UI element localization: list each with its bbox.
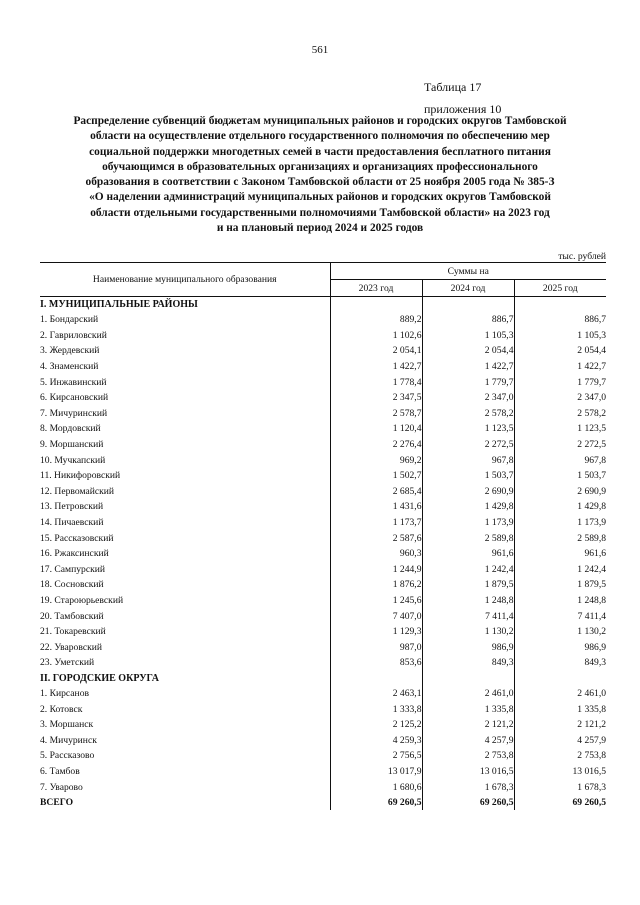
amount-cell: 1 245,6: [330, 593, 422, 609]
amount-cell: 13 016,5: [514, 764, 606, 780]
amount-cell: 1 503,7: [514, 468, 606, 484]
municipality-name: 2. Котовск: [40, 703, 83, 715]
municipality-name: 13. Петровский: [40, 501, 104, 513]
units-label: тыс. рублей: [558, 250, 607, 262]
amount-cell: 986,9: [514, 639, 606, 655]
subvention-table: [40, 250, 606, 810]
municipality-name: 9. Моршанский: [40, 439, 104, 451]
amount-cell: 967,8: [422, 452, 514, 468]
amount-cell: 4 257,9: [422, 732, 514, 748]
amount-cell: 1 173,9: [514, 515, 606, 531]
municipality-name: 8. Мордовский: [40, 423, 101, 435]
municipality-name: 6. Тамбов: [40, 765, 80, 777]
title-line: образования в соответствии с Законом Тамбовской области от 25 ноября 2005 года № 385-З: [85, 176, 555, 189]
municipality-name: 15. Рассказовский: [40, 532, 114, 544]
amount-cell: 2 690,9: [422, 484, 514, 500]
amount-cell: 1 680,6: [330, 779, 422, 795]
amount-cell: 1 123,5: [514, 421, 606, 437]
amount-cell: 1 130,2: [514, 624, 606, 640]
amount-cell: 1 431,6: [330, 499, 422, 515]
total-amount-cell: 69 260,5: [514, 795, 606, 811]
amount-cell: 4 257,9: [514, 732, 606, 748]
amount-cell: 1 242,4: [422, 562, 514, 578]
amount-cell: 961,6: [514, 546, 606, 562]
amount-cell: 2 347,0: [514, 390, 606, 406]
title-line: обучающимся в образовательных организациях и организациях профессионального: [102, 160, 538, 173]
title-line: социальной поддержки многодетных семей в части предоставления бесплатного питания: [89, 145, 551, 158]
table-row: [40, 374, 606, 390]
municipality-name: 23. Уметский: [40, 657, 95, 669]
table-row: [40, 624, 606, 640]
municipality-name: 18. Сосновский: [40, 579, 104, 591]
amount-cell: 2 587,6: [330, 530, 422, 546]
amount-cell: 1 129,3: [330, 624, 422, 640]
amount-cell: 987,0: [330, 639, 422, 655]
amount-cell: 1 678,3: [514, 779, 606, 795]
table-row: [40, 748, 606, 764]
table-row: [40, 655, 606, 671]
section-title: II. ГОРОДСКИЕ ОКРУГА: [40, 672, 160, 684]
appendix-label: приложения 10: [424, 102, 502, 116]
amount-cell: 1 422,7: [514, 359, 606, 375]
municipality-name: 21. Токаревский: [40, 626, 106, 638]
amount-cell: 961,6: [422, 546, 514, 562]
amount-cell: 853,6: [330, 655, 422, 671]
table-label: Таблица 17: [424, 80, 482, 94]
table-row: [40, 577, 606, 593]
table-row: [40, 484, 606, 500]
column-header-year-2024: 2024 год: [422, 280, 514, 297]
amount-cell: 2 463,1: [330, 686, 422, 702]
table-row: [40, 779, 606, 795]
title-line: области отдельными государственными полномочиями Тамбовской области» на 2023 год: [90, 206, 550, 219]
amount-cell: 1 335,8: [422, 701, 514, 717]
amount-cell: 1 105,3: [514, 328, 606, 344]
column-header-year-2023: 2023 год: [330, 280, 422, 297]
amount-cell: 886,7: [422, 312, 514, 328]
amount-cell: 1 879,5: [422, 577, 514, 593]
table-row: [40, 359, 606, 375]
table-row: [40, 546, 606, 562]
amount-cell: 986,9: [422, 639, 514, 655]
amount-cell: 2 121,2: [514, 717, 606, 733]
amount-cell: 2 756,5: [330, 748, 422, 764]
amount-cell: 1 879,5: [514, 577, 606, 593]
total-amount-cell: 69 260,5: [330, 795, 422, 811]
table-row: [40, 639, 606, 655]
empty-cell: [422, 297, 514, 312]
amount-cell: 2 125,2: [330, 717, 422, 733]
empty-cell: [330, 671, 422, 686]
amount-cell: 2 589,8: [514, 530, 606, 546]
amount-cell: 2 121,2: [422, 717, 514, 733]
amount-cell: 2 753,8: [422, 748, 514, 764]
amount-cell: 2 054,4: [422, 343, 514, 359]
table-row: [40, 312, 606, 328]
amount-cell: 2 690,9: [514, 484, 606, 500]
section-header-row: [40, 671, 606, 686]
amount-cell: 1 248,8: [514, 593, 606, 609]
amount-cell: 2 589,8: [422, 530, 514, 546]
amount-cell: 960,3: [330, 546, 422, 562]
municipality-name: 14. Пичаевский: [40, 517, 104, 529]
amount-cell: 1 778,4: [330, 374, 422, 390]
amount-cell: 849,3: [422, 655, 514, 671]
amount-cell: 2 054,4: [514, 343, 606, 359]
amount-cell: 1 244,9: [330, 562, 422, 578]
amount-cell: 2 347,0: [422, 390, 514, 406]
amount-cell: 2 685,4: [330, 484, 422, 500]
title-line: и на плановый период 2024 и 2025 годов: [216, 222, 424, 235]
table-row: [40, 343, 606, 359]
municipality-name: 19. Староюрьевский: [40, 594, 124, 606]
amount-cell: 13 016,5: [422, 764, 514, 780]
amount-cell: 1 503,7: [422, 468, 514, 484]
municipality-name: 12. Первомайский: [40, 485, 115, 497]
amount-cell: 849,3: [514, 655, 606, 671]
title-line: Распределение субвенций бюджетам муниципальных районов и городских округов Тамбовской: [73, 115, 567, 127]
amount-cell: 1 102,6: [330, 328, 422, 344]
municipality-name: 11. Никифоровский: [40, 470, 121, 482]
table-row: [40, 593, 606, 609]
amount-cell: 1 779,7: [422, 374, 514, 390]
municipality-name: 5. Рассказово: [40, 750, 95, 762]
municipality-name: 2. Гавриловский: [40, 329, 107, 341]
table-row: [40, 764, 606, 780]
table-row: [40, 608, 606, 624]
amount-cell: 7 411,4: [422, 608, 514, 624]
total-row: [40, 795, 606, 811]
municipality-name: 7. Уварово: [40, 781, 83, 793]
amount-cell: 889,2: [330, 312, 422, 328]
amount-cell: 1 248,8: [422, 593, 514, 609]
empty-cell: [514, 297, 606, 312]
table-row: [40, 437, 606, 453]
municipality-name: 17. Сампурский: [40, 563, 106, 575]
total-label: ВСЕГО: [40, 797, 74, 809]
amount-cell: 2 272,5: [422, 437, 514, 453]
amount-cell: 7 407,0: [330, 608, 422, 624]
municipality-name: 10. Мучкапский: [40, 454, 106, 466]
municipality-name: 3. Жердевский: [40, 345, 100, 357]
amount-cell: 2 461,0: [422, 686, 514, 702]
table-row: [40, 452, 606, 468]
title-line: области на осуществление отдельного государственного полномочия по обеспечению мер: [90, 130, 550, 143]
amount-cell: 1 173,7: [330, 515, 422, 531]
amount-cell: 1 502,7: [330, 468, 422, 484]
amount-cell: 2 578,2: [422, 406, 514, 422]
column-header-year-2025: 2025 год: [514, 280, 606, 297]
amount-cell: 1 876,2: [330, 577, 422, 593]
table-row: [40, 530, 606, 546]
total-amount-cell: 69 260,5: [422, 795, 514, 811]
amount-cell: 2 753,8: [514, 748, 606, 764]
document-title: [30, 114, 610, 236]
municipality-name: 5. Инжавинский: [40, 376, 107, 388]
empty-cell: [514, 671, 606, 686]
table-row: [40, 515, 606, 531]
amount-cell: 1 333,8: [330, 701, 422, 717]
amount-cell: 1 678,3: [422, 779, 514, 795]
amount-cell: 4 259,3: [330, 732, 422, 748]
section-header-row: [40, 297, 606, 312]
empty-cell: [330, 297, 422, 312]
municipality-name: 7. Мичуринский: [40, 407, 108, 419]
amount-cell: 2 054,1: [330, 343, 422, 359]
municipality-name: 22. Уваровский: [40, 641, 103, 653]
amount-cell: 967,8: [514, 452, 606, 468]
amount-cell: 1 422,7: [422, 359, 514, 375]
empty-cell: [422, 671, 514, 686]
column-header-sums: Суммы на: [330, 263, 606, 280]
amount-cell: 886,7: [514, 312, 606, 328]
table-row: [40, 686, 606, 702]
municipality-name: 6. Кирсановский: [40, 392, 109, 404]
amount-cell: 1 422,7: [330, 359, 422, 375]
municipality-name: 20. Тамбовский: [40, 610, 104, 622]
amount-cell: 1 173,9: [422, 515, 514, 531]
table-row: [40, 701, 606, 717]
municipality-name: 1. Кирсанов: [40, 687, 90, 699]
municipality-name: 1. Бондарский: [40, 314, 99, 326]
page-number: 561: [311, 44, 329, 56]
table-row: [40, 328, 606, 344]
table-row: [40, 717, 606, 733]
section-title: I. МУНИЦИПАЛЬНЫЕ РАЙОНЫ: [40, 299, 198, 310]
municipality-name: 3. Моршанск: [40, 719, 94, 731]
municipality-name: 4. Мичуринск: [40, 734, 97, 746]
amount-cell: 1 130,2: [422, 624, 514, 640]
amount-cell: 1 242,4: [514, 562, 606, 578]
table-row: [40, 468, 606, 484]
title-line: «О наделении администраций муниципальных районов и городских округов Тамбовской: [89, 191, 551, 204]
amount-cell: 2 276,4: [330, 437, 422, 453]
amount-cell: 1 429,8: [422, 499, 514, 515]
table-row: [40, 421, 606, 437]
amount-cell: 1 429,8: [514, 499, 606, 515]
amount-cell: 13 017,9: [330, 764, 422, 780]
municipality-name: 4. Знаменский: [40, 361, 99, 373]
amount-cell: 1 779,7: [514, 374, 606, 390]
amount-cell: 7 411,4: [514, 608, 606, 624]
amount-cell: 1 123,5: [422, 421, 514, 437]
table-row: [40, 499, 606, 515]
amount-cell: 1 120,4: [330, 421, 422, 437]
table-row: [40, 390, 606, 406]
column-header-name: Наименование муниципального образования: [40, 263, 330, 297]
amount-cell: 2 578,2: [514, 406, 606, 422]
amount-cell: 2 347,5: [330, 390, 422, 406]
amount-cell: 1 105,3: [422, 328, 514, 344]
amount-cell: 2 578,7: [330, 406, 422, 422]
amount-cell: 2 272,5: [514, 437, 606, 453]
municipality-name: 16. Ржаксинский: [40, 548, 109, 560]
table-row: [40, 732, 606, 748]
amount-cell: 2 461,0: [514, 686, 606, 702]
amount-cell: 1 335,8: [514, 701, 606, 717]
amount-cell: 969,2: [330, 452, 422, 468]
table-row: [40, 562, 606, 578]
table-row: [40, 406, 606, 422]
